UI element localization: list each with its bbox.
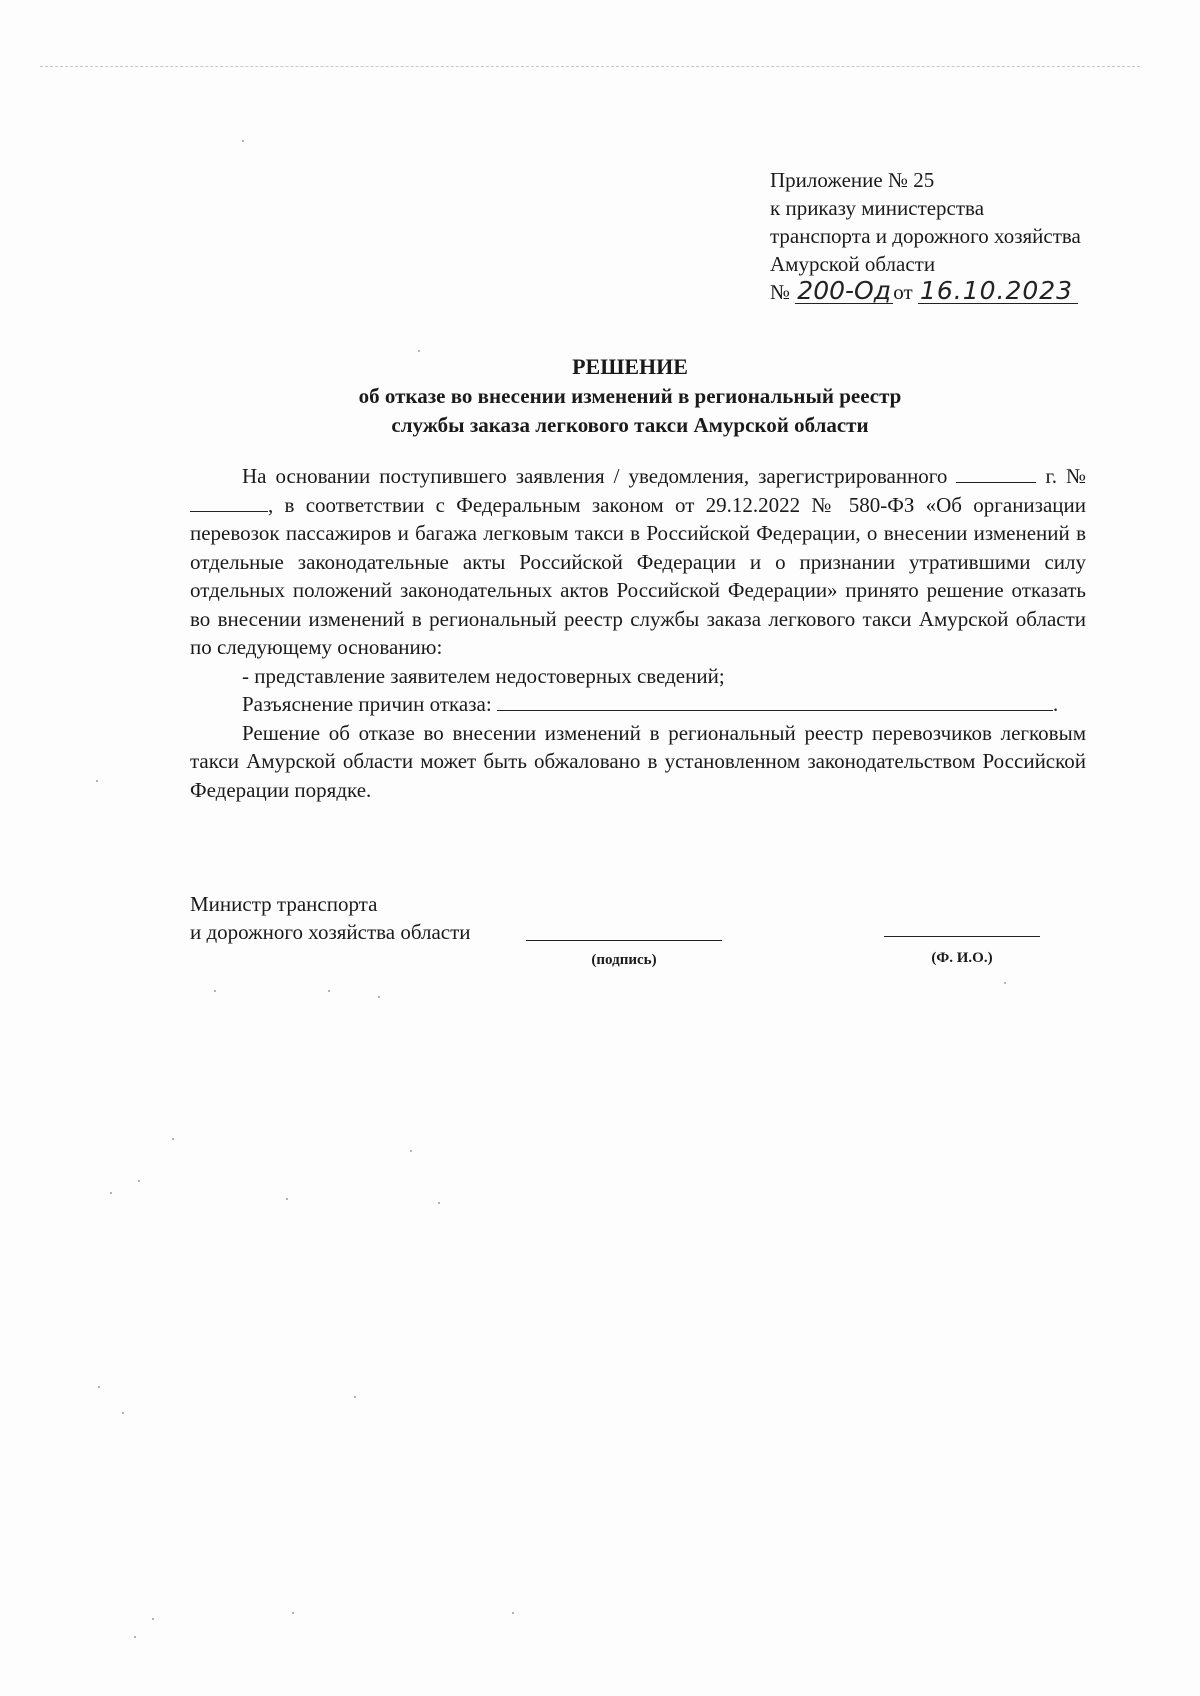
scan-speck (138, 1180, 140, 1182)
date-blank-field (956, 462, 1036, 483)
scan-speck (152, 1618, 154, 1620)
scan-speck (378, 996, 380, 998)
scan-speck (438, 1202, 440, 1204)
scan-speck (98, 1386, 100, 1388)
document-body (190, 462, 1086, 804)
order-number-handwritten: 200-Од (795, 279, 893, 304)
scan-speck (1004, 982, 1006, 984)
explanation-end: . (1052, 692, 1059, 716)
order-date-handwritten: 16.10.2023 (918, 279, 1078, 304)
document-subtitle-line-2: службы заказа легкового такси Амурской области (391, 413, 869, 437)
scan-speck (286, 1198, 288, 1200)
scan-speck (242, 140, 244, 142)
scan-speck (122, 1412, 124, 1414)
document-title-block (250, 352, 1010, 440)
scan-speck (172, 1138, 174, 1140)
order-number-prefix: № (770, 280, 791, 304)
signatory-position (190, 890, 471, 946)
basis-text-rest: , в соответствии с Федеральным законом от 29.12.2022 № 580-ФЗ «Об организации перевозок пассажиров и багажа легковым такси в Российской Федерации, о внесении изменений в отдельные законодательные акты Российской Федерации и о признании утратившими силу отдельных положений законодательных актов Российской Федерации» принято решение отказать во внесении изменений в региональный реестр службы заказа легкового такси Амурской области по следующему основанию: (190, 492, 1086, 659)
appendix-line-1: Приложение № 25 (770, 168, 935, 192)
scan-speck (214, 990, 216, 992)
appendix-line-3: транспорта и дорожного хозяйства (770, 224, 1081, 248)
scan-speck (328, 990, 330, 992)
paragraph-appeal: Решение об отказе во внесении изменений в региональный реестр перевозчиков легковым такси Амурской области может быть обжаловано в установленном законодательством Российской Федерации порядке. (190, 720, 1086, 802)
scan-speck (354, 1396, 356, 1398)
document-subtitle-line-1: об отказе во внесении изменений в региональный реестр (358, 384, 902, 408)
signature-caption: (подпись) (591, 952, 657, 968)
document-title: РЕШЕНИЕ (572, 354, 688, 379)
appendix-order-line (770, 278, 1081, 306)
signature-line (526, 940, 722, 941)
paragraph-explanation (190, 690, 1086, 719)
appendix-line-4: Амурской области (770, 252, 936, 276)
signature-block (190, 890, 1090, 968)
scan-speck (110, 1192, 112, 1194)
scan-edge-line (40, 66, 1140, 67)
scan-speck (512, 1612, 514, 1614)
scan-speck (134, 1636, 136, 1638)
appendix-block (770, 166, 1081, 306)
basis-year-number: г. № (1045, 464, 1087, 488)
paragraph-reason: - представление заявителем недостоверных сведений; (242, 663, 725, 688)
order-date-prefix: от (893, 280, 913, 304)
signatory-position-line-2: и дорожного хозяйства области (190, 920, 471, 944)
registration-number-blank-field (190, 491, 268, 512)
name-caption: (Ф. И.О.) (931, 950, 993, 966)
scan-speck (418, 350, 420, 352)
scan-speck (96, 780, 98, 782)
paragraph-basis (190, 462, 1086, 662)
explanation-blank-field (497, 690, 1053, 711)
scan-speck (292, 1612, 294, 1614)
explanation-label: Разъяснение причин отказа: (242, 692, 492, 716)
scan-speck (410, 1150, 412, 1152)
basis-text-start: На основании поступившего заявления / уведомления, зарегистрированного (242, 464, 948, 488)
name-line (884, 936, 1040, 937)
appendix-line-2: к приказу министерства (770, 196, 985, 220)
signatory-position-line-1: Министр транспорта (190, 892, 378, 916)
